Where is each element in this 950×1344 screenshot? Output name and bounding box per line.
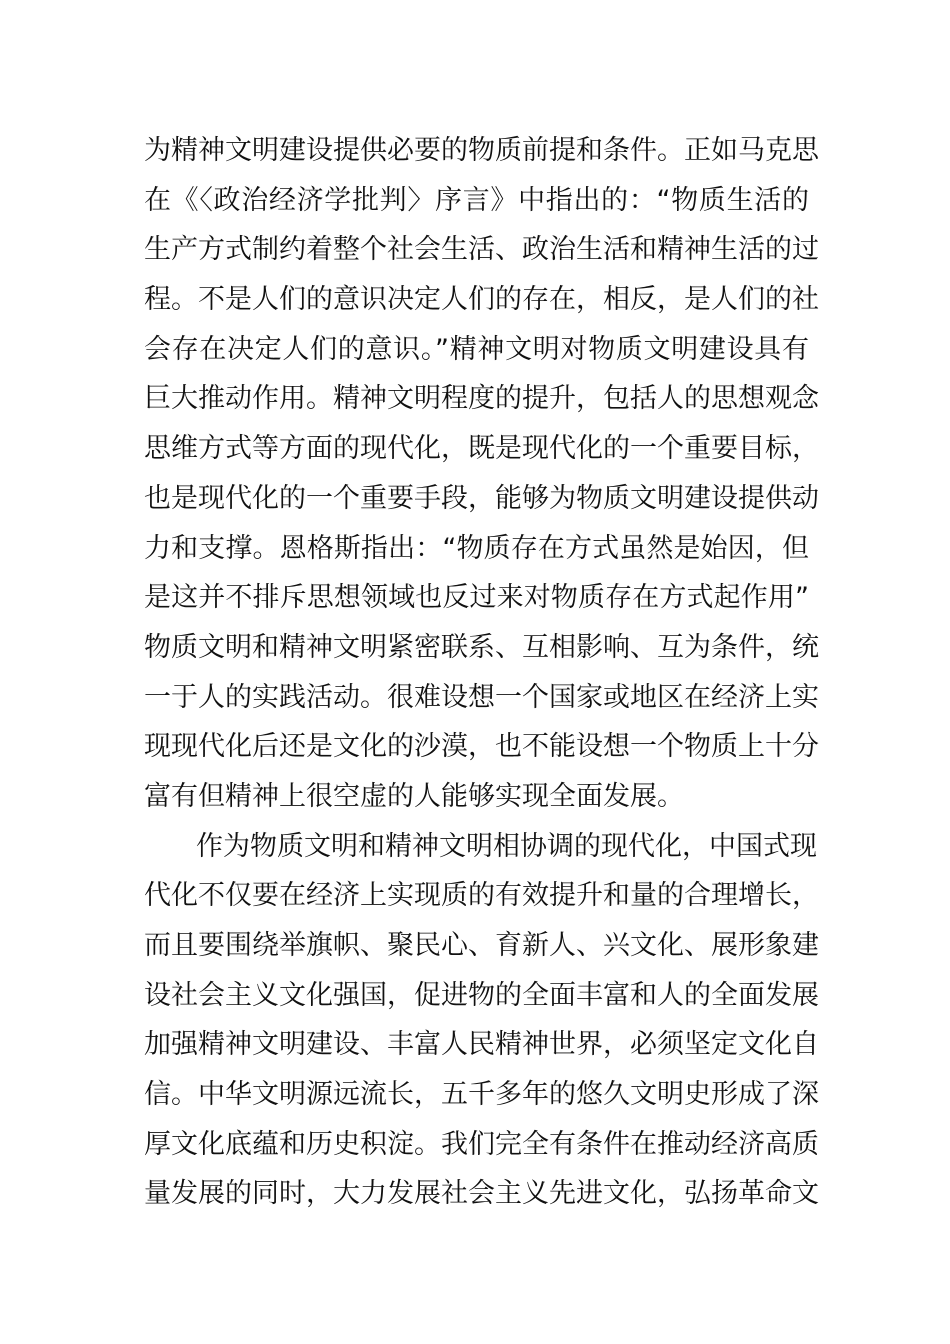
paragraph-2 xyxy=(144,822,819,1220)
text-line: 是这并不排斥思想领域也反过来对物质存在方式起作用” xyxy=(144,582,809,614)
text-line: 会存在决定人们的意识。”精神文明对物质文明建设具有 xyxy=(144,333,809,365)
text-line: 现现代化后还是文化的沙漠，也不能设想一个物质上十分 xyxy=(144,731,819,763)
text-line: 而且要围绕举旗帜、聚民心、育新人、兴文化、展形象建 xyxy=(144,930,819,961)
text-line: 厚文化底蕴和历史积淀。我们完全有条件在推动经济高质 xyxy=(144,1128,819,1160)
text-line: 巨大推动作用。精神文明程度的提升，包括人的思想观念 xyxy=(144,383,819,415)
text-line: 一于人的实践活动。很难设想一个国家或地区在经济上实 xyxy=(144,681,819,713)
text-line: 为精神文明建设提供必要的物质前提和条件。正如马克思 xyxy=(144,135,819,166)
text-line: 程。不是人们的意识决定人们的存在，相反，是人们的社 xyxy=(144,284,819,316)
text-line: 物质文明和精神文明紧密联系、互相影响、互为条件，统 xyxy=(144,631,819,663)
paragraph-1 xyxy=(144,126,819,822)
text-line: 富有但精神上很空虚的人能够实现全面发展。 xyxy=(144,780,684,812)
text-line: 思维方式等方面的现代化，既是现代化的一个重要目标， xyxy=(144,433,819,465)
text-line: 作为物质文明和精神文明相协调的现代化，中国式现 xyxy=(196,830,817,862)
text-line: 代化不仅要在经济上实现质的有效提升和量的合理增长， xyxy=(144,880,819,912)
text-line: 也是现代化的一个重要手段，能够为物质文明建设提供动 xyxy=(144,482,819,514)
text-line: 量发展的同时，大力发展社会主义先进文化，弘扬革命文 xyxy=(144,1178,819,1210)
text-line: 信。中华文明源远流长，五千多年的悠久文明史形成了深 xyxy=(144,1079,819,1111)
text-line: 加强精神文明建设、丰富人民精神世界，必须坚定文化自 xyxy=(144,1029,819,1061)
text-line: 在《〈政治经济学批判〉序言》中指出的：“物质生活的 xyxy=(144,184,809,216)
document-body xyxy=(144,126,819,1219)
text-line: 设社会主义文化强国，促进物的全面丰富和人的全面发展 xyxy=(144,979,819,1011)
text-line: 生产方式制约着整个社会生活、政治生活和精神生活的过 xyxy=(144,234,819,266)
text-line: 力和支撑。恩格斯指出：“物质存在方式虽然是始因，但 xyxy=(144,532,809,564)
